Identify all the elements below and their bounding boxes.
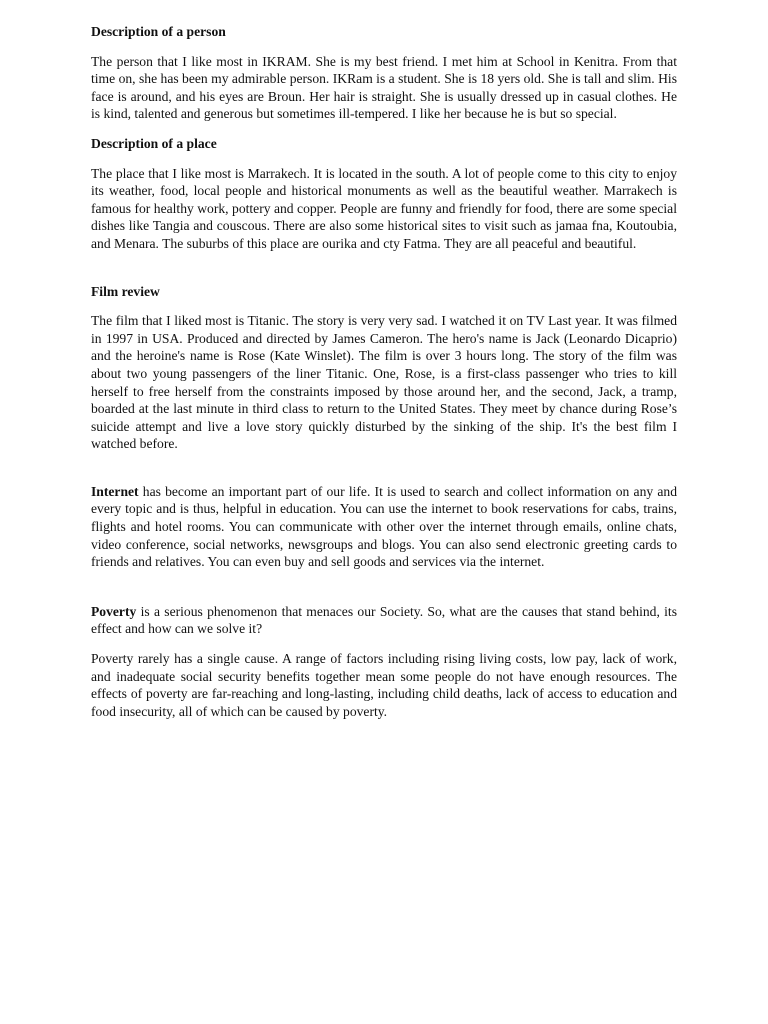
person-heading: Description of a person [91, 24, 226, 39]
film-review-paragraph: The film that I liked most is Titanic. The story is very very sad. I watched it on TV Last year. It was filmed in 1997 in USA. Produced and directed by James Cameron. The hero's name is Jack (Leonardo Dicaprio) and the heroine's name is Rose (Kate Winslet). The film is over 3 hours long. The story of the film was about two young passengers of the liner Titanic. One, Rose, is a first-class passenger who tries to kill herself to free herself from the constraints imposed by those around her, and the second, Jack, a tramp, boarded at the last minute in third class to return to the United States. They meet by chance during Rose’s suicide attempt and live a love story quickly disturbed by the sinking of the ship. It's the best film I watched before. [91, 313, 677, 452]
document-page [91, 23, 677, 720]
person-paragraph: The person that I like most in IKRAM. She is my best friend. I met him at School in Kenitra. From that time on, she has been my admirable person. IKRam is a student. She is 18 yers old. She is tall and slim. His face is around, and his eyes are Broun. Her hair is straight. She is usually dressed up in casual clothes. He is kind, talented and generous but sometimes ill-tempered. I like her because he is but so special. [91, 53, 677, 122]
internet-lead: Internet [91, 483, 139, 499]
film-review-heading: Film review [91, 283, 160, 299]
poverty-intro-paragraph [91, 603, 677, 638]
poverty-causes-paragraph: Poverty rarely has a single cause. A range of factors including rising living costs, low pay, lack of work, and inadequate social security benefits together mean some people do not have enough resources. The effects of poverty are far-reaching and long-lasting, including child deaths, lack of access to education and food insecurity, all of which can be caused by poverty. [91, 651, 677, 719]
poverty-intro-text: is a serious phenomenon that menaces our Society. So, what are the causes that stand behind, its effect and how can we solve it? [91, 603, 677, 637]
place-heading: Description of a place [91, 135, 217, 151]
poverty-lead: Poverty [91, 603, 137, 619]
place-paragraph: The place that I like most is Marrakech. It is located in the south. A lot of people come to this city to enjoy its weather, food, local people and historical monuments as well as the beautiful weather. Marrakech is famous for healthy work, pottery and copper. People are funny and friendly for food, there are some special dishes like Tangia and couscous. There are also some historical sites to visit such as jamaa fna, Koutoubia, and Menara. The suburbs of this place are ourika and cty Fatma. They are all peaceful and beautiful. [91, 165, 677, 251]
internet-paragraph [91, 483, 677, 571]
internet-text: has become an important part of our life. It is used to search and collect information on any and every topic and is thus, helpful in education. You can use the internet to book reservations for cabs, trains, flights and hotel rooms. You can communicate with other over the internet through emails, online chats, video conference, social networks, newsgroups and blogs. You can also send electronic greeting cards to friends and relatives. You can even buy and sell goods and services via the internet. [91, 483, 677, 570]
